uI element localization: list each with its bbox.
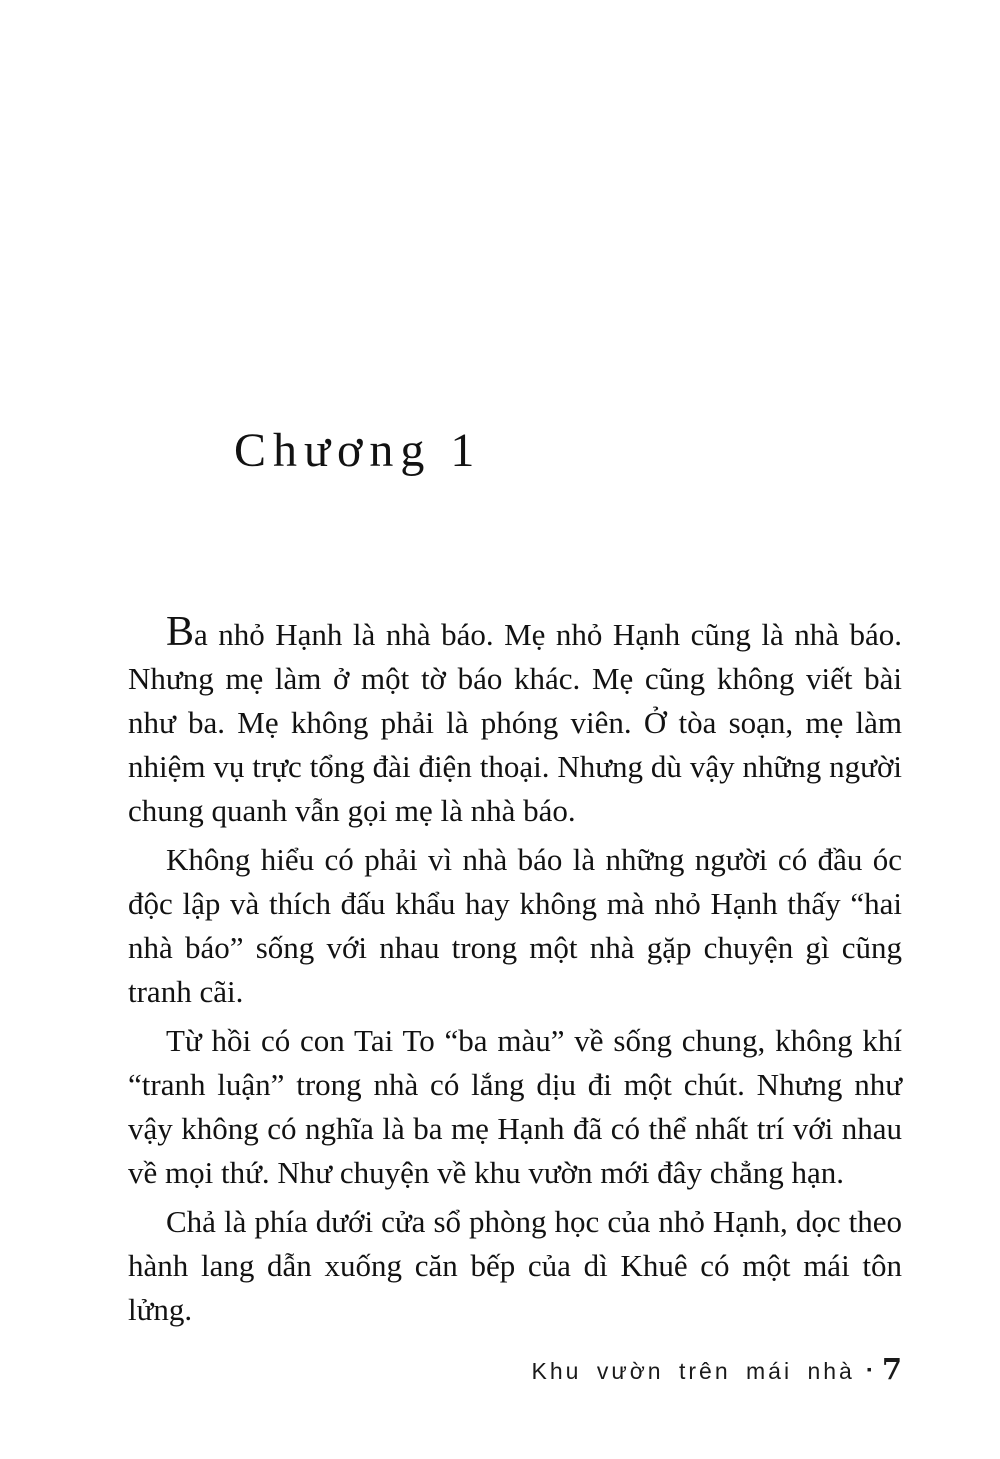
- chapter-title: Chương 1: [234, 424, 482, 477]
- paragraph-1-text: a nhỏ Hạnh là nhà báo. Mẹ nhỏ Hạnh cũng là nhà báo. Nhưng mẹ làm ở một tờ báo khác. Mẹ cũng không viết bài như ba. Mẹ không phải là phóng viên. Ở tòa soạn, mẹ làm nhiệm vụ trực tổng đài điện thoại. Nhưng dù vậy những người chung quanh vẫn gọi mẹ là nhà báo.: [128, 617, 902, 828]
- footer-separator-icon: ▪: [866, 1361, 872, 1377]
- page-footer: [532, 1352, 902, 1386]
- paragraph-2: Không hiểu có phải vì nhà báo là những người có đầu óc độc lập và thích đấu khẩu hay không mà nhỏ Hạnh thấy “hai nhà báo” sống với nhau trong một nhà gặp chuyện gì cũng tranh cãi.: [128, 842, 902, 1009]
- body-text: [128, 610, 902, 1332]
- paragraph-1: [128, 610, 902, 833]
- paragraph-3: Từ hồi có con Tai To “ba màu” về sống chung, không khí “tranh luận” trong nhà có lắng dịu đi một chút. Nhưng như vậy không có nghĩa là ba mẹ Hạnh đã có thể nhất trí với nhau về mọi thứ. Như chuyện về khu vườn mới đây chẳng hạn.: [128, 1023, 902, 1190]
- paragraph-4: Chả là phía dưới cửa sổ phòng học của nhỏ Hạnh, dọc theo hành lang dẫn xuống căn bếp của dì Khuê có một mái tôn lửng.: [128, 1204, 902, 1327]
- running-title: Khu vườn trên mái nhà: [531, 1358, 855, 1384]
- initial-capital: B: [166, 609, 195, 655]
- page-number: 7: [881, 1352, 902, 1386]
